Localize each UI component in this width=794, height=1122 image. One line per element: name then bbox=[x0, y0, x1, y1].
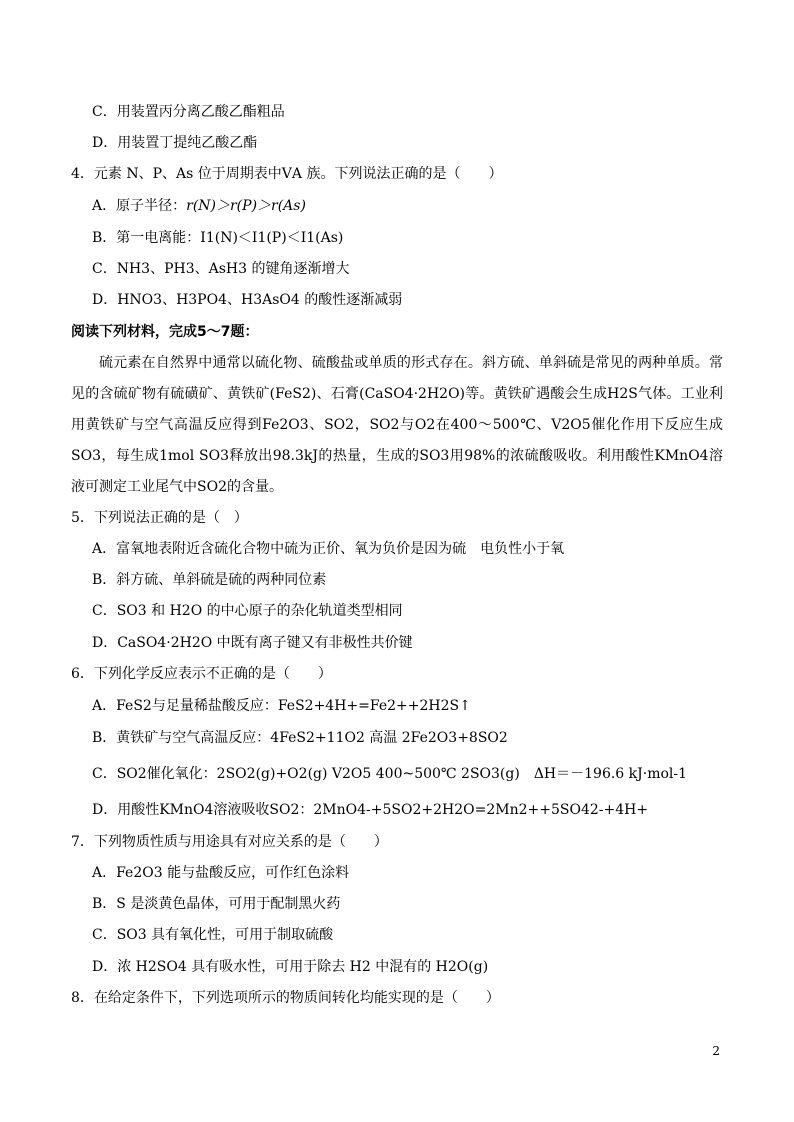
q5-option-c: C．SO3 和 H2O 的中心原子的杂化轨道类型相同 bbox=[92, 603, 403, 619]
q6-option-c: C．SO2催化氧化：2SO2(g)+O2(g) V2O5 400~500℃ 2SO3(g) ΔH＝－196.6 kJ·mol-1 bbox=[92, 766, 688, 782]
q7-option-a: A．Fe2O3 能与盐酸反应，可作红色涂料 bbox=[92, 865, 350, 881]
q7-option-d: D．浓 H2SO4 具有吸水性，可用于除去 H2 中混有的 H2O(g) bbox=[92, 959, 489, 975]
q5-option-a: A．富氧地表附近含硫化合物中硫为正价、氧为负价是因为硫 电负性小于氧 bbox=[92, 541, 565, 557]
q5-stem: 5．下列说法正确的是（ ） bbox=[71, 510, 248, 526]
q5-option-b: B．斜方硫、单斜硫是硫的两种同位素 bbox=[92, 572, 327, 588]
q6-option-d: D．用酸性KMnO4溶液吸收SO2：2MnO4-+5SO2+2H2O=2Mn2++5SO42-+4H+ bbox=[92, 802, 649, 818]
q4-option-b-expr: I1(N)＜I1(P)＜I1(As) bbox=[200, 230, 344, 246]
q4-option-a-expr: r(N)＞r(P)＞r(As) bbox=[186, 198, 306, 214]
q4-option-b-prefix: B．第一电离能： bbox=[92, 230, 201, 246]
q4-stem: 4．元素 N、P、As 位于周期表中ⅤA 族。下列说法正确的是（ ） bbox=[71, 166, 503, 182]
q4-option-d: D．HNO3、H3PO4、H3AsO4 的酸性逐渐减弱 bbox=[92, 292, 403, 308]
q4-option-b bbox=[92, 228, 343, 248]
q4-option-a bbox=[92, 196, 306, 216]
q7-option-b: B．S 是淡黄色晶体，可用于配制黑火药 bbox=[92, 896, 341, 912]
reading-passage: 硫元素在自然界中通常以硫化物、硫酸盐或单质的形式存在。斜方硫、单斜硫是常见的两种单质。常见的含硫矿物有硫磺矿、黄铁矿(FeS2)、石膏(CaSO4·2H2O)等。黄铁矿遇酸会生成H2S气体。工业利用黄铁矿与空气高温反应得到Fe2O3、SO2，SO2与O2在400～500℃、V2O5催化作用下反应生成SO3，每生成1mol SO3释放出98.3kJ的热量，生成的SO3用98%的浓硫酸吸收。利用酸性KMnO4溶液可测定工业尾气中SO2的含量。 bbox=[71, 355, 723, 495]
q6-stem: 6．下列化学反应表示不正确的是（ ） bbox=[71, 666, 332, 682]
page-number: 2 bbox=[712, 1044, 720, 1058]
q4-option-c: C．NH3、PH3、AsH3 的键角逐渐增大 bbox=[92, 261, 350, 277]
q8-stem: 8．在给定条件下，下列选项所示的物质间转化均能实现的是（ ） bbox=[71, 990, 500, 1006]
reading-heading: 阅读下列材料，完成5～7题： bbox=[71, 324, 259, 340]
q4-option-a-prefix: A．原子半径： bbox=[92, 198, 187, 214]
q6-option-b: B．黄铁矿与空气高温反应：4FeS2+11O2 高温 2Fe2O3+8SO2 bbox=[92, 730, 508, 746]
q5-option-d: D．CaSO4·2H2O 中既有离子键又有非极性共价键 bbox=[92, 635, 413, 651]
q3-option-d: D．用装置丁提纯乙酸乙酯 bbox=[92, 135, 258, 151]
q6-option-a: A．FeS2与足量稀盐酸反应：FeS2+4H+=Fe2++2H2S↑ bbox=[92, 698, 471, 714]
q7-option-c: C．SO3 具有氧化性，可用于制取硫酸 bbox=[92, 927, 334, 943]
q7-stem: 7．下列物质性质与用途具有对应关系的是（ ） bbox=[71, 834, 388, 850]
q3-option-c: C．用装置丙分离乙酸乙酯粗品 bbox=[92, 104, 285, 120]
